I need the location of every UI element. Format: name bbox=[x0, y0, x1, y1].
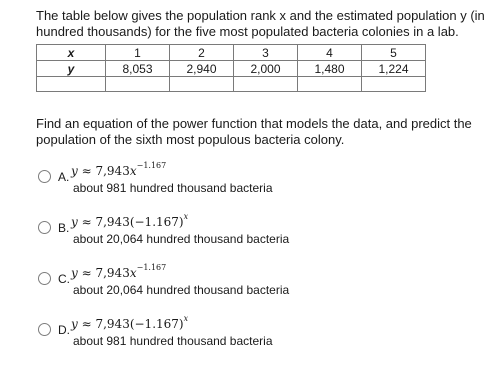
option-equation bbox=[71, 313, 188, 335]
option-equation bbox=[71, 211, 188, 233]
radio-button-a[interactable] bbox=[38, 170, 51, 183]
equation-exponent: −1.167 bbox=[136, 263, 167, 272]
equation-lhs: y bbox=[71, 215, 78, 229]
table-cell: 8,053 bbox=[106, 61, 170, 77]
option-description: about 20,064 hundred thousand bacteria bbox=[73, 283, 290, 297]
table-cell-empty bbox=[234, 77, 298, 92]
option-description: about 981 hundred thousand bacteria bbox=[73, 181, 273, 195]
table-cell: 2,940 bbox=[170, 61, 234, 77]
option-letter: C. bbox=[58, 272, 70, 286]
table-cell-empty bbox=[37, 77, 106, 92]
equation-exponent: x bbox=[183, 212, 189, 221]
option-letter: A. bbox=[58, 170, 70, 184]
row-label-y: y bbox=[37, 61, 106, 77]
table-cell-empty bbox=[170, 77, 234, 92]
question-text bbox=[36, 8, 496, 40]
prompt-line: population of the sixth most populous bacteria colony. bbox=[36, 132, 345, 147]
equation-lhs: y bbox=[71, 317, 78, 331]
table-cell: 1 bbox=[106, 45, 170, 61]
radio-button-d[interactable] bbox=[38, 323, 51, 336]
table-cell: 5 bbox=[362, 45, 426, 61]
option-letter: D. bbox=[58, 323, 70, 337]
equation-base: 7,943(−1.167) bbox=[95, 317, 184, 331]
table-cell: 1,224 bbox=[362, 61, 426, 77]
option-letter: B. bbox=[58, 221, 70, 235]
table-cell: 2,000 bbox=[234, 61, 298, 77]
answer-option-d[interactable] bbox=[38, 313, 488, 353]
table-cell-empty bbox=[106, 77, 170, 92]
radio-button-b[interactable] bbox=[38, 221, 51, 234]
equation-variable: x bbox=[129, 266, 137, 280]
prompt-text bbox=[36, 116, 496, 148]
table-cell: 3 bbox=[234, 45, 298, 61]
data-table bbox=[36, 44, 426, 92]
equation-exponent: −1.167 bbox=[136, 161, 167, 170]
answer-option-b[interactable] bbox=[38, 211, 488, 251]
option-equation bbox=[71, 160, 166, 182]
option-description: about 981 hundred thousand bacteria bbox=[73, 334, 273, 348]
answer-option-a[interactable] bbox=[38, 160, 488, 200]
equation-base: 7,943(−1.167) bbox=[95, 215, 184, 229]
equation-op: ≈ bbox=[77, 317, 96, 331]
table-cell: 4 bbox=[298, 45, 362, 61]
prompt-line: Find an equation of the power function that models the data, and predict the bbox=[36, 116, 472, 131]
option-equation bbox=[71, 262, 166, 284]
question-line: hundred thousands) for the five most populated bacteria colonies in a lab. bbox=[36, 24, 459, 39]
equation-base: 7,943 bbox=[95, 164, 130, 178]
table-cell: 1,480 bbox=[298, 61, 362, 77]
answer-option-c[interactable] bbox=[38, 262, 488, 302]
table-cell: 2 bbox=[170, 45, 234, 61]
question-line: The table below gives the population rank x and the estimated population y (in bbox=[36, 8, 485, 23]
row-label-x: x bbox=[37, 45, 106, 61]
radio-button-c[interactable] bbox=[38, 272, 51, 285]
equation-variable: x bbox=[129, 164, 137, 178]
equation-lhs: y bbox=[71, 266, 78, 280]
equation-lhs: y bbox=[71, 164, 78, 178]
option-description: about 20,064 hundred thousand bacteria bbox=[73, 232, 290, 246]
equation-base: 7,943 bbox=[95, 266, 130, 280]
table-cell-empty bbox=[362, 77, 426, 92]
table-row-y bbox=[37, 61, 426, 77]
equation-op: ≈ bbox=[77, 164, 96, 178]
equation-exponent: x bbox=[183, 314, 189, 323]
table-cell-empty bbox=[298, 77, 362, 92]
equation-op: ≈ bbox=[77, 215, 96, 229]
table-row-x bbox=[37, 45, 426, 61]
table-row-empty bbox=[37, 77, 426, 92]
equation-op: ≈ bbox=[77, 266, 96, 280]
